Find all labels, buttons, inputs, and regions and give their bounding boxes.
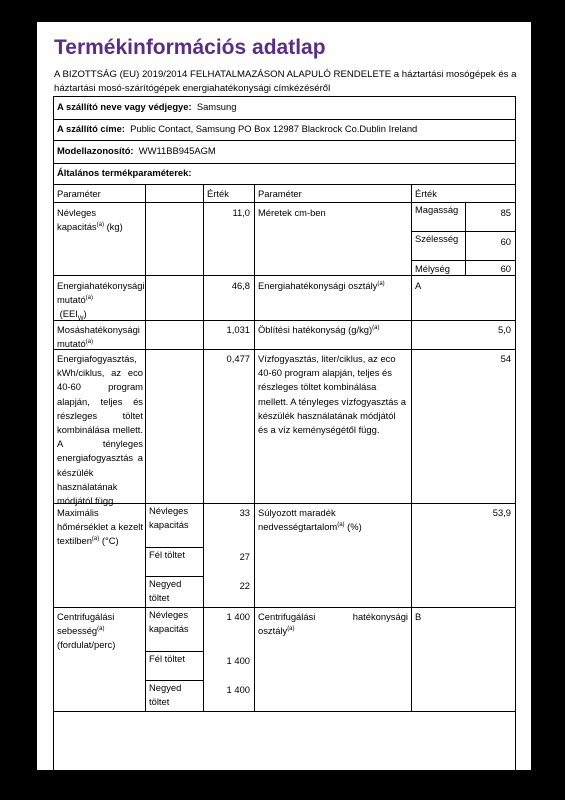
spin-class-value: B [415,611,422,622]
supplier-row [57,100,236,114]
address-value: Public Contact, Samsung PO Box 12987 Blackrock Co.Dublin Ireland [130,123,418,134]
energy-consumption-value: 0,477 [226,353,250,364]
max-temp-rated-value: 33 [239,507,250,518]
address-row [57,122,417,136]
supplier-value: Samsung [196,101,237,112]
washing-label: Mosáshatékonysági mutató$^{(a)}$ [57,324,140,350]
max-temp-rated-label: Névleges kapacitás [149,505,189,531]
product-parameters-table [53,96,516,785]
regulation-intro: A BIZOTTSÁG (EU) 2019/2014 FELHATALMAZÁSON ALAPULÓ RENDELETE a háztartási mosógépek és a háztartási mosó-szárítógépek energiahatékonysági címkézéséről [54,69,517,94]
header-param-right: Paraméter [258,188,302,199]
depth-label: Mélység [415,263,450,274]
energy-class-label: Energiahatékonysági osztály$^{(a)}$ [258,280,385,291]
depth-value: 60 [500,263,511,274]
energy-consumption-label: Energiafogyasztás, kWh/ciklus, az eco 40-60 program alapján, teljes és részleges töltet kombinálása mellett. A tényleges energiafogyasztás a készülék használatának módjától függ. [57,353,143,507]
moisture-value: 53,9 [492,507,511,518]
rinsing-value: 5,0 [497,324,511,335]
model-row [57,144,216,158]
header-value-right: Érték [415,188,437,199]
water-consumption-label: Vízfogyasztás, liter/ciklus, az eco 40-60 program alapján, teljes és részleges töltet kombinálása mellett. A tényleges vízfogyasztás a készülék használatának módjától és a víz keménységétől függ. [258,353,406,436]
width-value: 60 [500,236,511,247]
spin-speed-quarter-label: Negyed töltet [149,682,182,708]
eei-label: Energiahatékonysági mutató$^{(a)}$ $(EEI_W)$ [57,280,145,323]
spin-speed-half-label: Fél töltet [149,653,185,664]
model-value: WW11BB945AGM [138,145,216,156]
dimensions-label: Méretek cm-ben [258,207,326,218]
model-label: Modellazonosító: [57,145,134,156]
height-value: 85 [500,207,511,218]
max-temp-half-label: Fél töltet [149,549,185,560]
product-information-sheet [37,22,531,770]
moisture-label: Súlyozott maradék nedvességtartalom$^{(a)}$ (%) [258,507,362,533]
max-temp-quarter-value: 22 [239,580,250,591]
washing-value: 1,031 [226,324,250,335]
max-temp-quarter-label: Negyed töltet [149,578,182,604]
capacity-label: Névleges kapacitás$^{(a)}$ (kg) [57,207,123,233]
spin-speed-rated-label: Névleges kapacitás [149,609,189,635]
height-label: Magasság [415,204,459,215]
capacity-value: 11,0 [232,207,250,218]
spin-speed-quarter-value: 1 400 [226,684,250,695]
width-label: Szélesség [415,233,459,244]
page-title: Termékinformációs adatlap [54,36,326,59]
header-param-left: Paraméter [57,188,101,199]
max-temp-half-value: 27 [239,551,250,562]
spin-speed-rated-value: 1 400 [226,611,250,622]
spin-speed-half-value: 1 400 [226,655,250,666]
energy-class-value: A [415,280,422,291]
spin-speed-label: Centrifugálási sebesség$^{(a)}$ (fordulat/perc) [57,611,116,651]
eei-value: 46,8 [231,280,250,291]
spin-class-label: Centrifugálási hatékonysági osztály$^{(a)}$ [258,611,408,637]
header-value-left: Érték [207,188,229,199]
address-label: A szállító címe: [57,123,125,134]
water-consumption-value: 54 [500,353,511,364]
max-temp-label: Maximális hőmérséklet a kezelt textilben$^{(a)}$ (°C) [57,507,143,547]
general-heading: Általános termékparaméterek: [57,167,192,178]
supplier-label: A szállító neve vagy védjegye: [57,101,192,112]
rinsing-label: Öblítési hatékonyság $(g/kg)^{(a)}$ [258,324,380,335]
